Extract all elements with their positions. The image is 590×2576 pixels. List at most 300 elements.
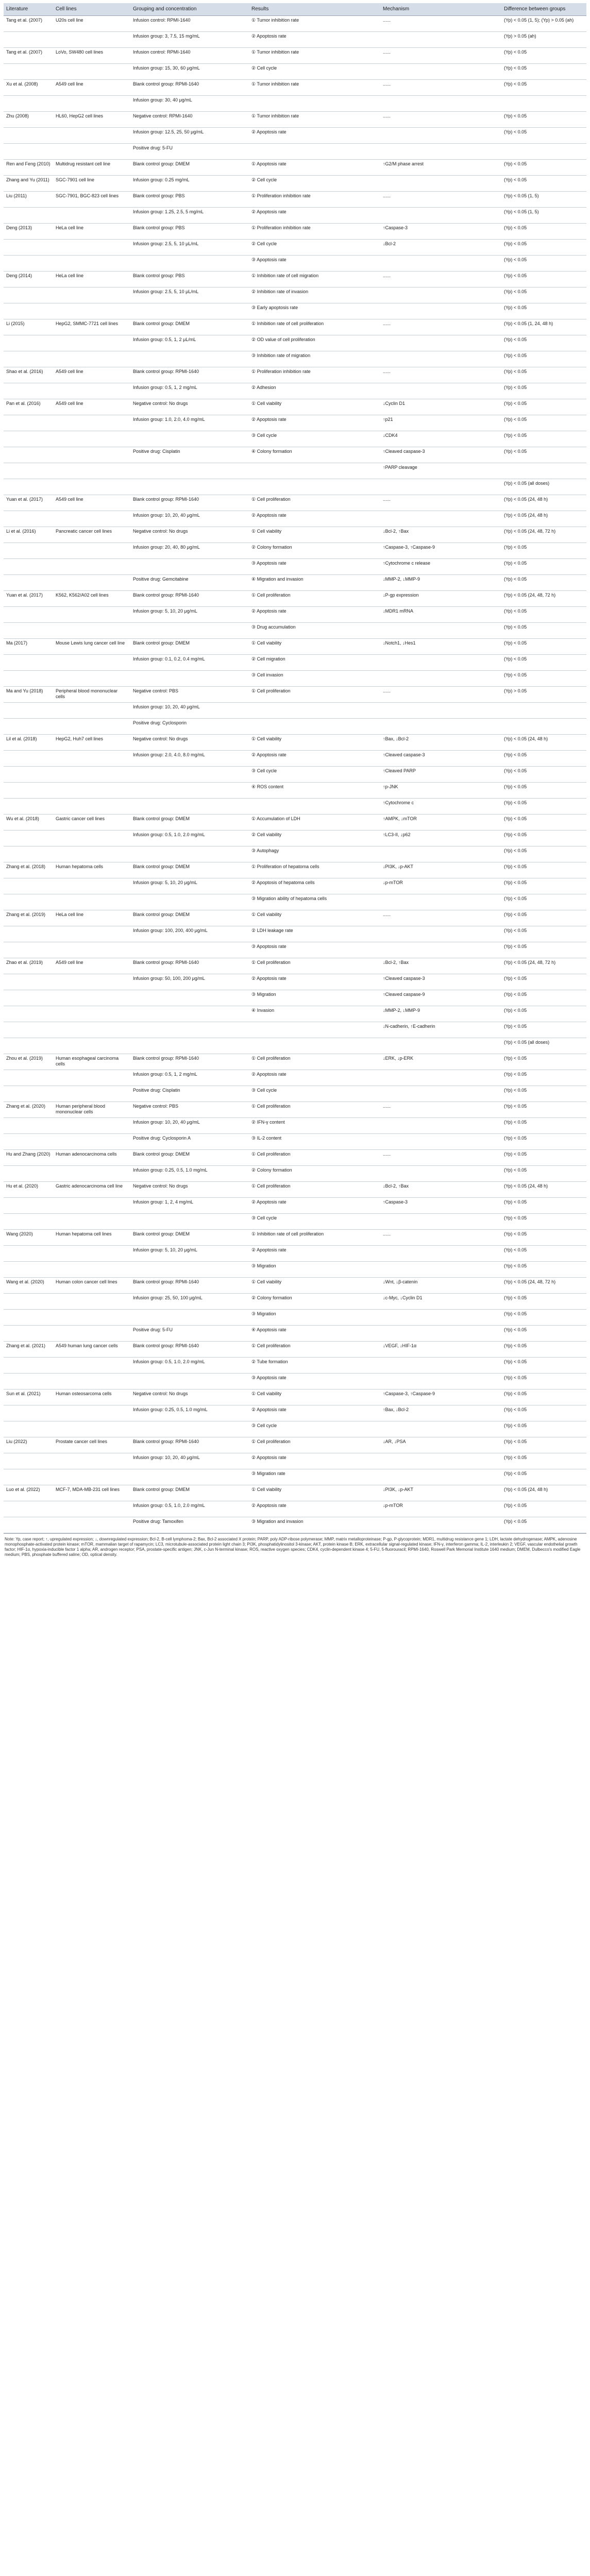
grouping-cell: Infusion group: 0.25, 0.5, 1.0 mg/mL <box>130 1405 249 1421</box>
results-cell: ③ Drug accumulation <box>249 623 380 639</box>
mechanism-cell: ...... <box>380 495 501 511</box>
mechanism-cell <box>380 1166 501 1182</box>
mechanism-cell: ↓AR, ↓PSA <box>380 1437 501 1453</box>
literature-cell <box>4 96 53 112</box>
literature-cell <box>4 1214 53 1230</box>
literature-cell: Shao et al. (2016) <box>4 367 53 383</box>
grouping-cell <box>130 1006 249 1022</box>
results-cell: ② Apoptosis rate <box>249 415 380 431</box>
literature-cell: Deng (2013) <box>4 224 53 240</box>
literature-cell: Yuan et al. (2017) <box>4 591 53 607</box>
table-row <box>4 287 586 303</box>
results-cell: ④ Colony formation <box>249 447 380 463</box>
results-cell: ① Cell viability <box>249 527 380 543</box>
cell-lines-cell <box>53 1469 130 1485</box>
cell-lines-cell <box>53 846 130 862</box>
cell-lines-cell <box>53 942 130 958</box>
literature-cell <box>4 799 53 815</box>
literature-cell: Yuan et al. (2017) <box>4 495 53 511</box>
grouping-cell: Infusion group: 12.5, 25, 50 μg/mL <box>130 128 249 144</box>
header-mechanism: Mechanism <box>380 3 501 16</box>
results-cell: ② Apoptosis rate <box>249 1246 380 1262</box>
grouping-cell: Blank control group: DMEM <box>130 1485 249 1501</box>
grouping-cell: Infusion control: RPMI-1640 <box>130 16 249 32</box>
mechanism-cell <box>380 64 501 80</box>
results-cell: ① Cell proliferation <box>249 1182 380 1198</box>
grouping-cell <box>130 990 249 1006</box>
table-row <box>4 719 586 735</box>
cell-lines-cell <box>53 1006 130 1022</box>
mechanism-cell: ...... <box>380 319 501 335</box>
table-row <box>4 399 586 415</box>
results-cell: ② Apoptosis rate <box>249 511 380 527</box>
difference-cell: (Yp) < 0.05 <box>501 1469 586 1485</box>
results-cell: ③ Apoptosis rate <box>249 256 380 272</box>
cell-lines-cell <box>53 655 130 671</box>
table-body <box>4 16 586 1533</box>
cell-lines-cell: A549 cell line <box>53 399 130 415</box>
table-row <box>4 1262 586 1278</box>
grouping-cell: Infusion group: 2.0, 4.0, 8.0 mg/mL <box>130 751 249 767</box>
table-row <box>4 575 586 591</box>
results-cell: ① Proliferation inhibition rate <box>249 224 380 240</box>
table-wrapper <box>4 0 586 1561</box>
results-cell: ② Apoptosis rate <box>249 1453 380 1469</box>
mechanism-cell <box>380 671 501 687</box>
mechanism-cell <box>380 256 501 272</box>
results-cell: ② Cell cycle <box>249 176 380 192</box>
table-row <box>4 1214 586 1230</box>
difference-cell: (Yp) < 0.05 (1, 5) <box>501 192 586 208</box>
literature-cell <box>4 1118 53 1134</box>
grouping-cell <box>130 1374 249 1389</box>
mechanism-cell <box>380 1326 501 1342</box>
difference-cell: (Yp) < 0.05 <box>501 878 586 894</box>
cell-lines-cell: A549 cell line <box>53 80 130 96</box>
table-row <box>4 990 586 1006</box>
literature-cell <box>4 447 53 463</box>
results-cell: ① Apoptosis rate <box>249 160 380 176</box>
cell-lines-cell <box>53 208 130 224</box>
grouping-cell <box>130 463 249 479</box>
table-row <box>4 351 586 367</box>
difference-cell: (Yp) < 0.05 (24, 48, 72 h) <box>501 958 586 974</box>
table-row <box>4 16 586 32</box>
literature-cell: Deng (2014) <box>4 272 53 287</box>
mechanism-cell <box>380 1118 501 1134</box>
mechanism-cell: ...... <box>380 687 501 703</box>
results-cell: ① Accumulation of LDH <box>249 815 380 831</box>
table-row <box>4 511 586 527</box>
results-cell: ① Cell viability <box>249 639 380 655</box>
literature-cell <box>4 1006 53 1022</box>
cell-lines-cell <box>53 256 130 272</box>
mechanism-cell: ...... <box>380 80 501 96</box>
grouping-cell <box>130 1310 249 1326</box>
difference-cell: (Yp) < 0.05 <box>501 1166 586 1182</box>
cell-lines-cell <box>53 894 130 910</box>
difference-cell: (Yp) < 0.05 (24, 48 h) <box>501 495 586 511</box>
grouping-cell: Infusion control: RPMI-1640 <box>130 48 249 64</box>
results-cell: ④ ROS content <box>249 783 380 799</box>
grouping-cell <box>130 623 249 639</box>
difference-cell: (Yp) < 0.05 <box>501 367 586 383</box>
literature-cell <box>4 878 53 894</box>
mechanism-cell <box>380 655 501 671</box>
results-cell <box>249 799 380 815</box>
difference-cell: (Yp) < 0.05 <box>501 767 586 783</box>
table-row <box>4 96 586 112</box>
cell-lines-cell: LoVo, SW480 cell lines <box>53 48 130 64</box>
results-cell: ① Cell viability <box>249 399 380 415</box>
literature-cell <box>4 1166 53 1182</box>
cell-lines-cell: Multidrug resistant cell line <box>53 160 130 176</box>
table-row <box>4 751 586 767</box>
literature-cell: Wu et al. (2018) <box>4 815 53 831</box>
literature-cell <box>4 1358 53 1374</box>
table-row <box>4 224 586 240</box>
cell-lines-cell <box>53 415 130 431</box>
grouping-cell: Positive drug: Cisplatin <box>130 1086 249 1102</box>
grouping-cell: Infusion group: 10, 20, 40 μg/mL <box>130 1118 249 1134</box>
literature-cell <box>4 607 53 623</box>
mechanism-cell: ↑AMPK, ↓mTOR <box>380 815 501 831</box>
mechanism-cell <box>380 1517 501 1533</box>
results-cell <box>249 719 380 735</box>
difference-cell: (Yp) < 0.05 <box>501 399 586 415</box>
difference-cell: (Yp) < 0.05 <box>501 224 586 240</box>
table-row <box>4 319 586 335</box>
grouping-cell: Blank control group: RPMI-1640 <box>130 80 249 96</box>
difference-cell: (Yp) < 0.05 <box>501 671 586 687</box>
mechanism-cell <box>380 32 501 48</box>
grouping-cell: Blank control group: RPMI-1640 <box>130 367 249 383</box>
grouping-cell: Negative control: No drugs <box>130 527 249 543</box>
mechanism-cell <box>380 1214 501 1230</box>
results-cell <box>249 463 380 479</box>
table-row <box>4 1118 586 1134</box>
mechanism-cell: ↑Bax, ↓Bcl-2 <box>380 1405 501 1421</box>
cell-lines-cell <box>53 96 130 112</box>
grouping-cell <box>130 894 249 910</box>
table-row <box>4 767 586 783</box>
results-cell: ③ Apoptosis rate <box>249 1374 380 1389</box>
mechanism-cell <box>380 1086 501 1102</box>
literature-cell <box>4 543 53 559</box>
grouping-cell <box>130 351 249 367</box>
literature-cell <box>4 256 53 272</box>
mechanism-cell: ↓Bcl-2, ↑Bax <box>380 1182 501 1198</box>
literature-cell <box>4 431 53 447</box>
results-cell: ③ Cell cycle <box>249 767 380 783</box>
difference-cell: (Yp) < 0.05 (24, 48 h) <box>501 735 586 751</box>
grouping-cell: Blank control group: RPMI-1640 <box>130 958 249 974</box>
cell-lines-cell <box>53 559 130 575</box>
mechanism-cell <box>380 351 501 367</box>
cell-lines-cell: A549 cell line <box>53 495 130 511</box>
literature-cell <box>4 1374 53 1389</box>
cell-lines-cell <box>53 287 130 303</box>
mechanism-cell: ↓MMP-2, ↓MMP-9 <box>380 1006 501 1022</box>
table-row <box>4 1358 586 1374</box>
grouping-cell: Infusion group: 0.1, 0.2, 0.4 mg/mL <box>130 655 249 671</box>
cell-lines-cell <box>53 575 130 591</box>
grouping-cell: Infusion group: 3, 7.5, 15 mg/mL <box>130 32 249 48</box>
results-cell: ② Cell cycle <box>249 240 380 256</box>
literature-cell <box>4 655 53 671</box>
literature-cell <box>4 575 53 591</box>
table-row <box>4 831 586 846</box>
literature-cell: Luo et al. (2022) <box>4 1485 53 1501</box>
results-cell: ① Proliferation of hepatoma cells <box>249 862 380 878</box>
table-row <box>4 1278 586 1294</box>
results-cell: ① Tumor inhibition rate <box>249 80 380 96</box>
mechanism-cell <box>380 1453 501 1469</box>
grouping-cell: Blank control group: RPMI-1640 <box>130 1278 249 1294</box>
results-cell: ② Apoptosis rate <box>249 1405 380 1421</box>
cell-lines-cell: HL60, HepG2 cell lines <box>53 112 130 128</box>
results-cell <box>249 144 380 160</box>
difference-cell: (Yp) < 0.05 (all doses) <box>501 479 586 495</box>
grouping-cell: Infusion group: 1, 2, 4 mg/mL <box>130 1198 249 1214</box>
mechanism-cell: ↓Bcl-2, ↑Bax <box>380 958 501 974</box>
difference-cell: (Yp) < 0.05 <box>501 1294 586 1310</box>
literature-cell <box>4 287 53 303</box>
table-row <box>4 32 586 48</box>
difference-cell: (Yp) < 0.05 <box>501 1102 586 1118</box>
results-cell: ① Cell proliferation <box>249 1102 380 1118</box>
results-cell: ② Colony formation <box>249 543 380 559</box>
grouping-cell <box>130 256 249 272</box>
grouping-cell: Infusion group: 20, 40, 80 μg/mL <box>130 543 249 559</box>
literature-cell: Zhang et al. (2020) <box>4 1102 53 1118</box>
table-row <box>4 176 586 192</box>
table-row <box>4 447 586 463</box>
results-cell: ④ Invasion <box>249 1006 380 1022</box>
mechanism-cell: ↓PI3K, ↓p-AKT <box>380 1485 501 1501</box>
difference-cell: (Yp) < 0.05 (1, 5) <box>501 208 586 224</box>
grouping-cell <box>130 846 249 862</box>
mechanism-cell <box>380 128 501 144</box>
grouping-cell: Blank control group: PBS <box>130 272 249 287</box>
literature-cell <box>4 783 53 799</box>
grouping-cell: Infusion group: 25, 50, 100 μg/mL <box>130 1294 249 1310</box>
difference-cell: (Yp) < 0.05 <box>501 160 586 176</box>
results-cell: ② IFN-γ content <box>249 1118 380 1134</box>
results-cell: ③ Cell invasion <box>249 671 380 687</box>
literature-cell <box>4 1038 53 1054</box>
results-cell: ① Cell proliferation <box>249 1054 380 1070</box>
difference-cell: (Yp) < 0.05 <box>501 1421 586 1437</box>
results-cell: ③ Inhibition rate of migration <box>249 351 380 367</box>
grouping-cell: Infusion group: 0.5, 1.0, 2.0 mg/mL <box>130 1358 249 1374</box>
results-cell: ① Cell proliferation <box>249 1150 380 1166</box>
literature-cell <box>4 942 53 958</box>
difference-cell: (Yp) < 0.05 (24, 48, 72 h) <box>501 1278 586 1294</box>
table-row <box>4 1230 586 1246</box>
header-results: Results <box>249 3 380 16</box>
literature-cell <box>4 719 53 735</box>
cell-lines-cell <box>53 1086 130 1102</box>
mechanism-cell <box>380 1134 501 1150</box>
grouping-cell: Positive drug: 5-FU <box>130 144 249 160</box>
grouping-cell: Blank control group: DMEM <box>130 815 249 831</box>
mechanism-cell: ↓Wnt, ↓β-catenin <box>380 1278 501 1294</box>
difference-cell: (Yp) < 0.05 <box>501 1214 586 1230</box>
literature-cell: Pan et al. (2016) <box>4 399 53 415</box>
literature-cell <box>4 240 53 256</box>
mechanism-cell <box>380 1421 501 1437</box>
mechanism-cell: ↑Bax, ↓Bcl-2 <box>380 735 501 751</box>
results-cell: ① Tumor inhibition rate <box>249 48 380 64</box>
mechanism-cell <box>380 479 501 495</box>
cell-lines-cell <box>53 1038 130 1054</box>
table-row <box>4 463 586 479</box>
cell-lines-cell <box>53 1214 130 1230</box>
table-row <box>4 256 586 272</box>
mechanism-cell <box>380 1469 501 1485</box>
mechanism-cell <box>380 1262 501 1278</box>
literature-cell: Ma and Yu (2018) <box>4 687 53 703</box>
results-cell: ① Cell proliferation <box>249 687 380 703</box>
header-grouping: Grouping and concentration <box>130 3 249 16</box>
grouping-cell <box>130 1214 249 1230</box>
cell-lines-cell <box>53 799 130 815</box>
literature-cell <box>4 926 53 942</box>
literature-cell: Wang (2020) <box>4 1230 53 1246</box>
cell-lines-cell: Human peripheral blood mononuclear cells <box>53 1102 130 1118</box>
cell-lines-cell <box>53 1246 130 1262</box>
difference-cell: (Yp) < 0.05 <box>501 1326 586 1342</box>
literature-cell: Zhang et al. (2018) <box>4 862 53 878</box>
difference-cell: (Yp) < 0.05 <box>501 1006 586 1022</box>
mechanism-cell <box>380 335 501 351</box>
grouping-cell: Blank control group: RPMI-1640 <box>130 591 249 607</box>
difference-cell: (Yp) < 0.05 <box>501 447 586 463</box>
literature-cell: Ma (2017) <box>4 639 53 655</box>
table-row <box>4 815 586 831</box>
literature-cell: Tang et al. (2007) <box>4 48 53 64</box>
table-row <box>4 735 586 751</box>
cell-lines-cell: Gastric adenocarcinoma cell line <box>53 1182 130 1198</box>
mechanism-cell <box>380 1070 501 1086</box>
grouping-cell: Blank control group: PBS <box>130 192 249 208</box>
literature-cell <box>4 703 53 719</box>
difference-cell: (Yp) < 0.05 <box>501 112 586 128</box>
results-cell: ① Inhibition rate of cell proliferation <box>249 319 380 335</box>
difference-cell: (Yp) < 0.05 <box>501 862 586 878</box>
difference-cell: (Yp) < 0.05 <box>501 1405 586 1421</box>
literature-cell <box>4 303 53 319</box>
cell-lines-cell: Pancreatic cancer cell lines <box>53 527 130 543</box>
mechanism-cell: ↓ERK, ↓p-ERK <box>380 1054 501 1070</box>
mechanism-cell <box>380 623 501 639</box>
table-row <box>4 208 586 224</box>
table-row <box>4 1485 586 1501</box>
cell-lines-cell <box>53 1405 130 1421</box>
mechanism-cell: ↓Bcl-2, ↑Bax <box>380 527 501 543</box>
table-row <box>4 623 586 639</box>
cell-lines-cell: HeLa cell line <box>53 910 130 926</box>
results-cell: ① Cell viability <box>249 910 380 926</box>
literature-cell <box>4 1262 53 1278</box>
difference-cell: (Yp) < 0.05 <box>501 80 586 96</box>
mechanism-cell: ↓N-cadherin, ↑E-cadherin <box>380 1022 501 1038</box>
table-row <box>4 543 586 559</box>
literature-cell: Zhou et al. (2019) <box>4 1054 53 1070</box>
results-cell: ② Apoptosis rate <box>249 32 380 48</box>
difference-cell: (Yp) < 0.05 <box>501 1501 586 1517</box>
results-cell: ② Colony formation <box>249 1294 380 1310</box>
difference-cell: (Yp) < 0.05 <box>501 1517 586 1533</box>
mechanism-cell <box>380 703 501 719</box>
table-row <box>4 1421 586 1437</box>
cell-lines-cell: U20s cell line <box>53 16 130 32</box>
grouping-cell: Blank control group: DMEM <box>130 639 249 655</box>
grouping-cell: Negative control: No drugs <box>130 1389 249 1405</box>
mechanism-cell <box>380 894 501 910</box>
difference-cell: (Yp) < 0.05 <box>501 1118 586 1134</box>
cell-lines-cell: HepG2, Huh7 cell lines <box>53 735 130 751</box>
difference-cell: (Yp) < 0.05 <box>501 335 586 351</box>
grouping-cell: Positive drug: 5-FU <box>130 1326 249 1342</box>
difference-cell <box>501 703 586 719</box>
mechanism-cell: ↑Cytochrome c <box>380 799 501 815</box>
literature-cell: Sun et al. (2021) <box>4 1389 53 1405</box>
cell-lines-cell <box>53 1294 130 1310</box>
difference-cell: (Yp) < 0.05 <box>501 48 586 64</box>
mechanism-cell: ↓c-Myc, ↓Cyclin D1 <box>380 1294 501 1310</box>
results-cell <box>249 1038 380 1054</box>
cell-lines-cell <box>53 447 130 463</box>
mechanism-cell: ↑Caspase-3 <box>380 1198 501 1214</box>
cell-lines-cell: Human hepatoma cells <box>53 862 130 878</box>
grouping-cell: Positive drug: Cisplatin <box>130 447 249 463</box>
grouping-cell <box>130 1469 249 1485</box>
difference-cell: (Yp) < 0.05 <box>501 287 586 303</box>
grouping-cell <box>130 1022 249 1038</box>
table-row <box>4 1437 586 1453</box>
grouping-cell: Infusion group: 10, 20, 40 μg/mL <box>130 511 249 527</box>
results-cell: ④ Apoptosis rate <box>249 1326 380 1342</box>
literature-cell <box>4 767 53 783</box>
mechanism-cell: ↓CDK4 <box>380 431 501 447</box>
difference-cell: (Yp) < 0.05 <box>501 1437 586 1453</box>
difference-cell: (Yp) < 0.05 (24, 48 h) <box>501 1485 586 1501</box>
mechanism-cell: ↑p-JNK <box>380 783 501 799</box>
table-row <box>4 1198 586 1214</box>
mechanism-cell: ↑Caspase-3 <box>380 224 501 240</box>
header-difference: Difference between groups <box>501 3 586 16</box>
grouping-cell: Blank control group: RPMI-1640 <box>130 1054 249 1070</box>
literature-cell: Lil et al. (2018) <box>4 735 53 751</box>
table-row <box>4 1070 586 1086</box>
cell-lines-cell <box>53 543 130 559</box>
results-cell <box>249 1022 380 1038</box>
difference-cell: (Yp) < 0.05 <box>501 383 586 399</box>
results-cell: ① Cell viability <box>249 1389 380 1405</box>
mechanism-cell: ↑Cleaved caspase-9 <box>380 990 501 1006</box>
cell-lines-cell: SGC-7901 cell line <box>53 176 130 192</box>
grouping-cell: Blank control group: PBS <box>130 224 249 240</box>
grouping-cell: Negative control: PBS <box>130 1102 249 1118</box>
difference-cell: (Yp) < 0.05 <box>501 575 586 591</box>
literature-cell: Liu (2011) <box>4 192 53 208</box>
difference-cell: (Yp) < 0.05 <box>501 846 586 862</box>
results-cell: ③ Cell cycle <box>249 431 380 447</box>
cell-lines-cell <box>53 751 130 767</box>
table-row <box>4 958 586 974</box>
